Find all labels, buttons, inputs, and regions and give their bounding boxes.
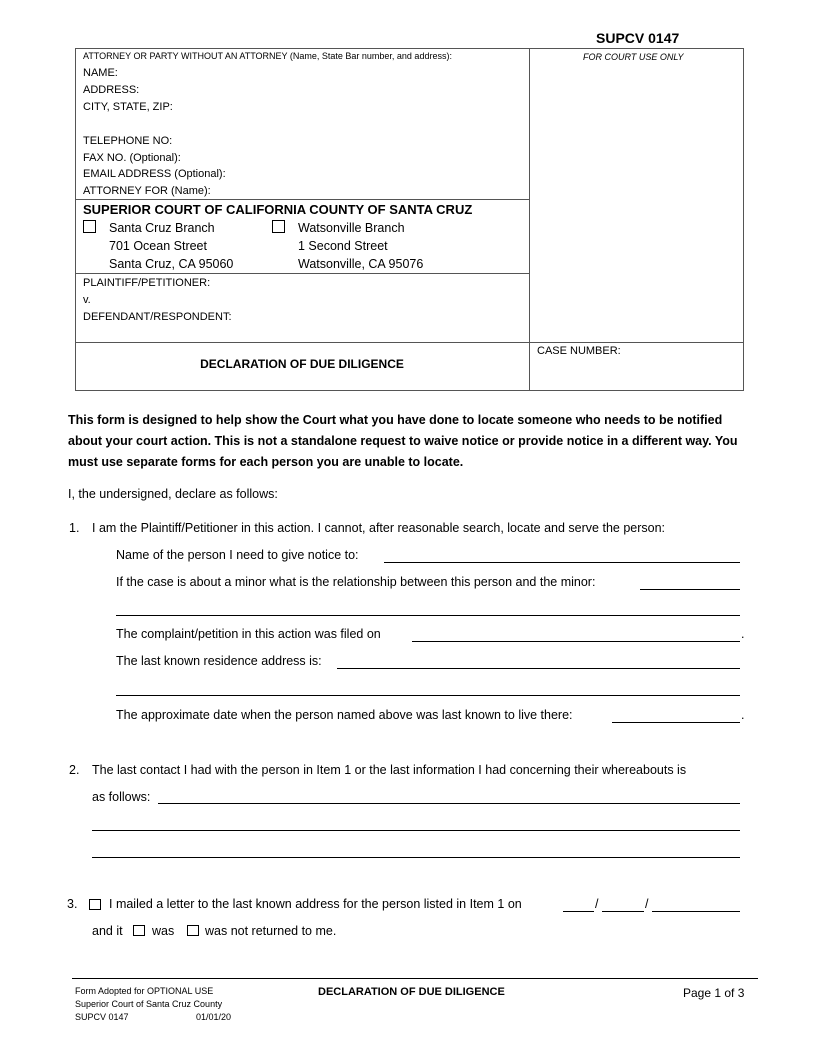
case-number-field[interactable]: CASE NUMBER: bbox=[537, 345, 621, 357]
item-number: 3. bbox=[67, 897, 78, 911]
form-title: DECLARATION OF DUE DILIGENCE bbox=[200, 357, 404, 371]
branch-name: Santa Cruz Branch bbox=[109, 221, 215, 235]
as-follows-label: as follows: bbox=[92, 790, 151, 804]
branch-city: Santa Cruz, CA 95060 bbox=[109, 257, 234, 271]
mailed-letter-checkbox[interactable] bbox=[89, 899, 101, 910]
item3-text: I mailed a letter to the last known address for the person listed in Item 1 on bbox=[109, 897, 522, 911]
residence-line-2[interactable] bbox=[116, 695, 740, 696]
was-not-label: was not returned to me. bbox=[205, 924, 337, 938]
item-number: 2. bbox=[69, 763, 80, 777]
was-label: was bbox=[152, 924, 175, 938]
defendant-field[interactable]: DEFENDANT/RESPONDENT: bbox=[83, 311, 232, 323]
email-field[interactable]: EMAIL ADDRESS (Optional): bbox=[83, 168, 226, 180]
watsonville-branch bbox=[298, 219, 423, 273]
declare-text: I, the undersigned, declare as follows: bbox=[68, 487, 278, 501]
intro-text: This form is designed to help show the Court what you have done to locate someone who needs to be notified about your court action. This is not a standalone request to waive notice or provide notice in a different way. You must use separate forms for each person you are unable to locate. bbox=[68, 413, 738, 469]
was-returned-checkbox[interactable] bbox=[133, 925, 145, 936]
last-contact-line-2[interactable] bbox=[92, 830, 740, 831]
fax-field[interactable]: FAX NO. (Optional): bbox=[83, 152, 181, 164]
court-use-only: FOR COURT USE ONLY bbox=[583, 52, 684, 62]
mail-month-line[interactable] bbox=[563, 911, 594, 912]
last-contact-line-3[interactable] bbox=[92, 857, 740, 858]
footer-code: SUPCV 0147 bbox=[75, 1012, 129, 1022]
telephone-field[interactable]: TELEPHONE NO: bbox=[83, 135, 173, 147]
address-field[interactable]: ADDRESS: bbox=[83, 84, 140, 96]
approx-date-label: The approximate date when the person named above was last known to live there: bbox=[116, 708, 573, 722]
filed-date-label: The complaint/petition in this action was filed on bbox=[116, 627, 381, 641]
and-it-label: and it bbox=[92, 924, 123, 938]
attorney-caption: ATTORNEY OR PARTY WITHOUT AN ATTORNEY (Name, State Bar number, and address): bbox=[83, 51, 452, 61]
approx-date-line[interactable] bbox=[612, 722, 740, 723]
minor-relationship-line-2[interactable] bbox=[116, 615, 740, 616]
footer-court: Superior Court of Santa Cruz County bbox=[75, 999, 223, 1009]
item1-text: I am the Plaintiff/Petitioner in this action. I cannot, after reasonable search, locate and serve the person: bbox=[92, 521, 666, 535]
item-number: 1. bbox=[69, 521, 80, 535]
filed-date-line[interactable] bbox=[412, 641, 740, 642]
footer-adopted: Form Adopted for OPTIONAL USE bbox=[75, 986, 214, 996]
santa-cruz-branch-checkbox[interactable] bbox=[83, 220, 96, 233]
court-title: SUPERIOR COURT OF CALIFORNIA COUNTY OF SANTA CRUZ bbox=[83, 202, 473, 217]
minor-relationship-label: If the case is about a minor what is the relationship between this person and the minor: bbox=[116, 575, 596, 589]
person-name-line[interactable] bbox=[384, 562, 740, 563]
mail-year-line[interactable] bbox=[652, 911, 740, 912]
footer-title: DECLARATION OF DUE DILIGENCE bbox=[318, 986, 505, 998]
residence-line[interactable] bbox=[337, 668, 740, 669]
plaintiff-field[interactable]: PLAINTIFF/PETITIONER: bbox=[83, 277, 211, 289]
page-number: Page 1 of 3 bbox=[683, 986, 745, 1000]
person-name-label: Name of the person I need to give notice to: bbox=[116, 548, 359, 562]
footer-rule bbox=[72, 978, 758, 979]
was-not-returned-checkbox[interactable] bbox=[187, 925, 199, 936]
caption-divider bbox=[529, 48, 530, 391]
form-id: SUPCV 0147 bbox=[596, 30, 680, 46]
branch-street: 701 Ocean Street bbox=[109, 239, 207, 253]
residence-label: The last known residence address is: bbox=[116, 654, 322, 668]
branch-name: Watsonville Branch bbox=[298, 221, 405, 235]
versus-label: v. bbox=[83, 294, 91, 306]
last-contact-line[interactable] bbox=[158, 803, 740, 804]
city-state-zip-field[interactable]: CITY, STATE, ZIP: bbox=[83, 101, 173, 113]
branch-city: Watsonville, CA 95076 bbox=[298, 257, 424, 271]
minor-relationship-line[interactable] bbox=[640, 589, 740, 590]
santa-cruz-branch bbox=[109, 219, 233, 273]
name-field[interactable]: NAME: bbox=[83, 67, 118, 79]
attorney-for-field[interactable]: ATTORNEY FOR (Name): bbox=[83, 185, 211, 197]
watsonville-branch-checkbox[interactable] bbox=[272, 220, 285, 233]
branch-street: 1 Second Street bbox=[298, 239, 388, 253]
footer-date: 01/01/20 bbox=[196, 1012, 232, 1022]
mail-day-line[interactable] bbox=[602, 911, 644, 912]
item2-text: The last contact I had with the person in Item 1 or the last information I had concerning their whereabouts is bbox=[92, 763, 687, 777]
